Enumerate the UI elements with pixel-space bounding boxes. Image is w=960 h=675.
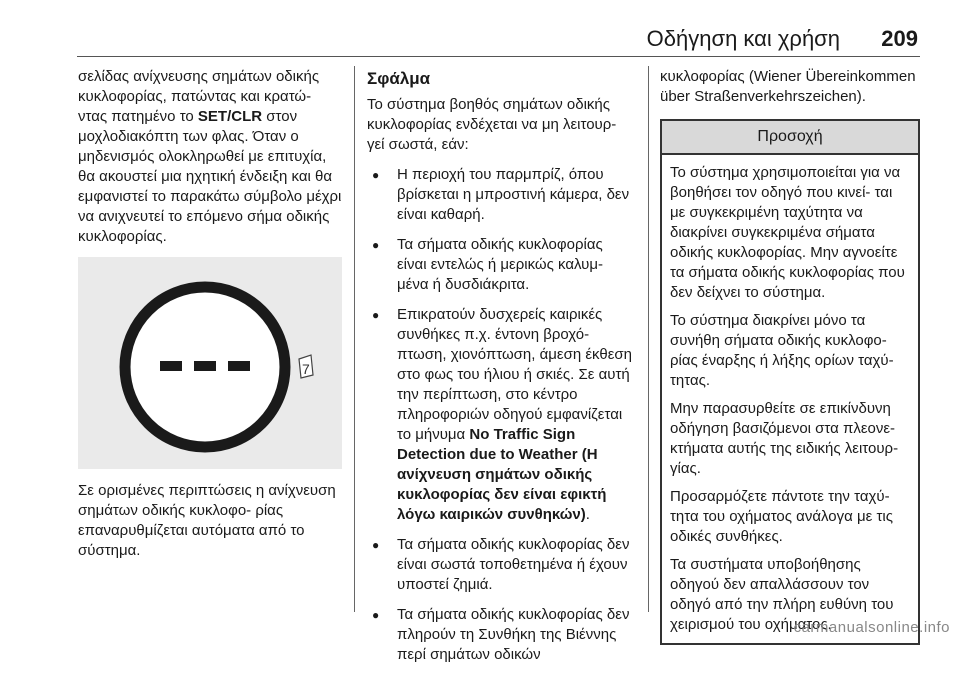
list-item: ● Επικρατούν δυσχερείς καιρικές συνθήκες π.χ. έντονη βροχό- πτωση, χιονόπτωση, άμεση έκθεση στο φως του ήλιου ή σκιές. Σε αυτή την περίπτωση, στο κέντρο πληροφοριών οδηγού εμφανίζεται το μήνυμα No Traffic Sign Detection due to Weather (Η ανίχνευση σημάτων οδικής κυκλοφορίας δεν είναι εφικτή λόγω καιρικών συνθηκών). (367, 305, 635, 525)
speed-limit-tag: 7 (302, 361, 310, 377)
warning-paragraph: Το σύστημα διακρίνει μόνο τα συνήθη σήματα οδικής κυκλοφο- ρίας έναρξης ή λήξης ορίων ταχύ- τητας. (670, 312, 894, 389)
no-sign-symbol-figure (78, 257, 342, 469)
warning-body (662, 155, 918, 635)
column-left (78, 67, 343, 571)
header-rule (77, 56, 920, 57)
column-divider-left (354, 66, 355, 612)
no-sign-symbol-illustration (78, 257, 342, 469)
page-number: 209 (881, 26, 918, 51)
column-middle (367, 67, 635, 675)
watermark: carmanualsonline.info (793, 619, 950, 636)
error-intro: Το σύστημα βοηθός σημάτων οδικής κυκλοφορίας ενδέχεται να μη λειτουρ- γεί σωστά, εάν: (367, 96, 617, 153)
error-heading: Σφάλμα (367, 69, 431, 88)
auto-reset-note: Σε ορισμένες περιπτώσεις η ανίχνευση σημάτων οδικής κυκλοφο- ρίας επαναρυθμίζεται αυτόματα από το σύστημα. (78, 482, 336, 559)
warning-paragraph: Τα συστήματα υποβοήθησης οδηγού δεν απαλλάσσουν τον οδηγό από την πλήρη ευθύνη του χειρισμού του οχήματος. (670, 556, 894, 633)
list-item: ● Τα σήματα οδικής κυκλοφορίας δεν πληρούν τη Συνθήκη της Βιέννης περί σημάτων οδικών (367, 605, 635, 665)
warning-paragraph: Μην παρασυρθείτε σε επικίνδυνη οδήγηση βασιζόμενοι στα πλεονε- κτήματα αυτής της ειδικής λειτουρ- γίας. (670, 400, 899, 477)
column-divider-right (648, 66, 649, 612)
error-causes-list (367, 165, 635, 665)
page-header-title: Οδήγηση και χρήση (646, 26, 840, 51)
vienna-convention-continued: κυκλοφορίας (Wiener Übereinkommen über Straßenverkehrszeichen). (660, 68, 916, 105)
warning-paragraph: Το σύστημα χρησιμοποιείται για να βοηθήσει τον οδηγό που κινεί- ται με συγκεκριμένη ταχύτητα να διακρίνει συγκεκριμένα σήματα οδικής κυκλοφορίας. Μην αγνοείτε τα σήματα οδικής κυκλοφορίας που δεν δείχνει το σύστημα. (670, 164, 905, 301)
warning-paragraph: Προσαρμόζετε πάντοτε την ταχύ- τητα του οχήματος ανάλογα με τις οδικές συνθήκες. (670, 488, 893, 545)
column-right (660, 67, 920, 645)
set-clr-label: SET/CLR (197, 108, 263, 125)
list-item: ● Η περιοχή του παρμπρίζ, όπου βρίσκεται η μπροστινή κάμερα, δεν είναι καθαρή. (367, 165, 635, 225)
list-item: ● Τα σήματα οδικής κυκλοφορίας είναι εντελώς ή μερικώς καλυμ- μένα ή δυσδιάκριτα. (367, 235, 635, 295)
weather-message: No Traffic Sign Detection due to Weather (Η ανίχνευση σημάτων οδικής κυκλοφορίας δεν είναι εφικτή λόγω καιρικών συνθηκών) (397, 426, 607, 523)
reset-instructions: σελίδας ανίχνευσης σημάτων οδικής κυκλοφορίας, πατώντας και κρατώ- ντας πατημένο το SET/CLR στον μοχλοδιακόπτη των φλας. Όταν ο μηδενισμός ολοκληρωθεί με επιτυχία, θα ακουστεί μια ηχητική ένδειξη και θα εμφανιστεί το παρακάτω σύμβολο μέχρι να ανιχνευτεί το επόμενο σήμα οδικής κυκλοφορίας. (78, 68, 342, 245)
warning-box (660, 119, 920, 645)
warning-title: Προσοχή (662, 121, 918, 155)
list-item: ● Τα σήματα οδικής κυκλοφορίας δεν είναι σωστά τοποθετημένα ή έχουν υποστεί ζημιά. (367, 535, 635, 595)
